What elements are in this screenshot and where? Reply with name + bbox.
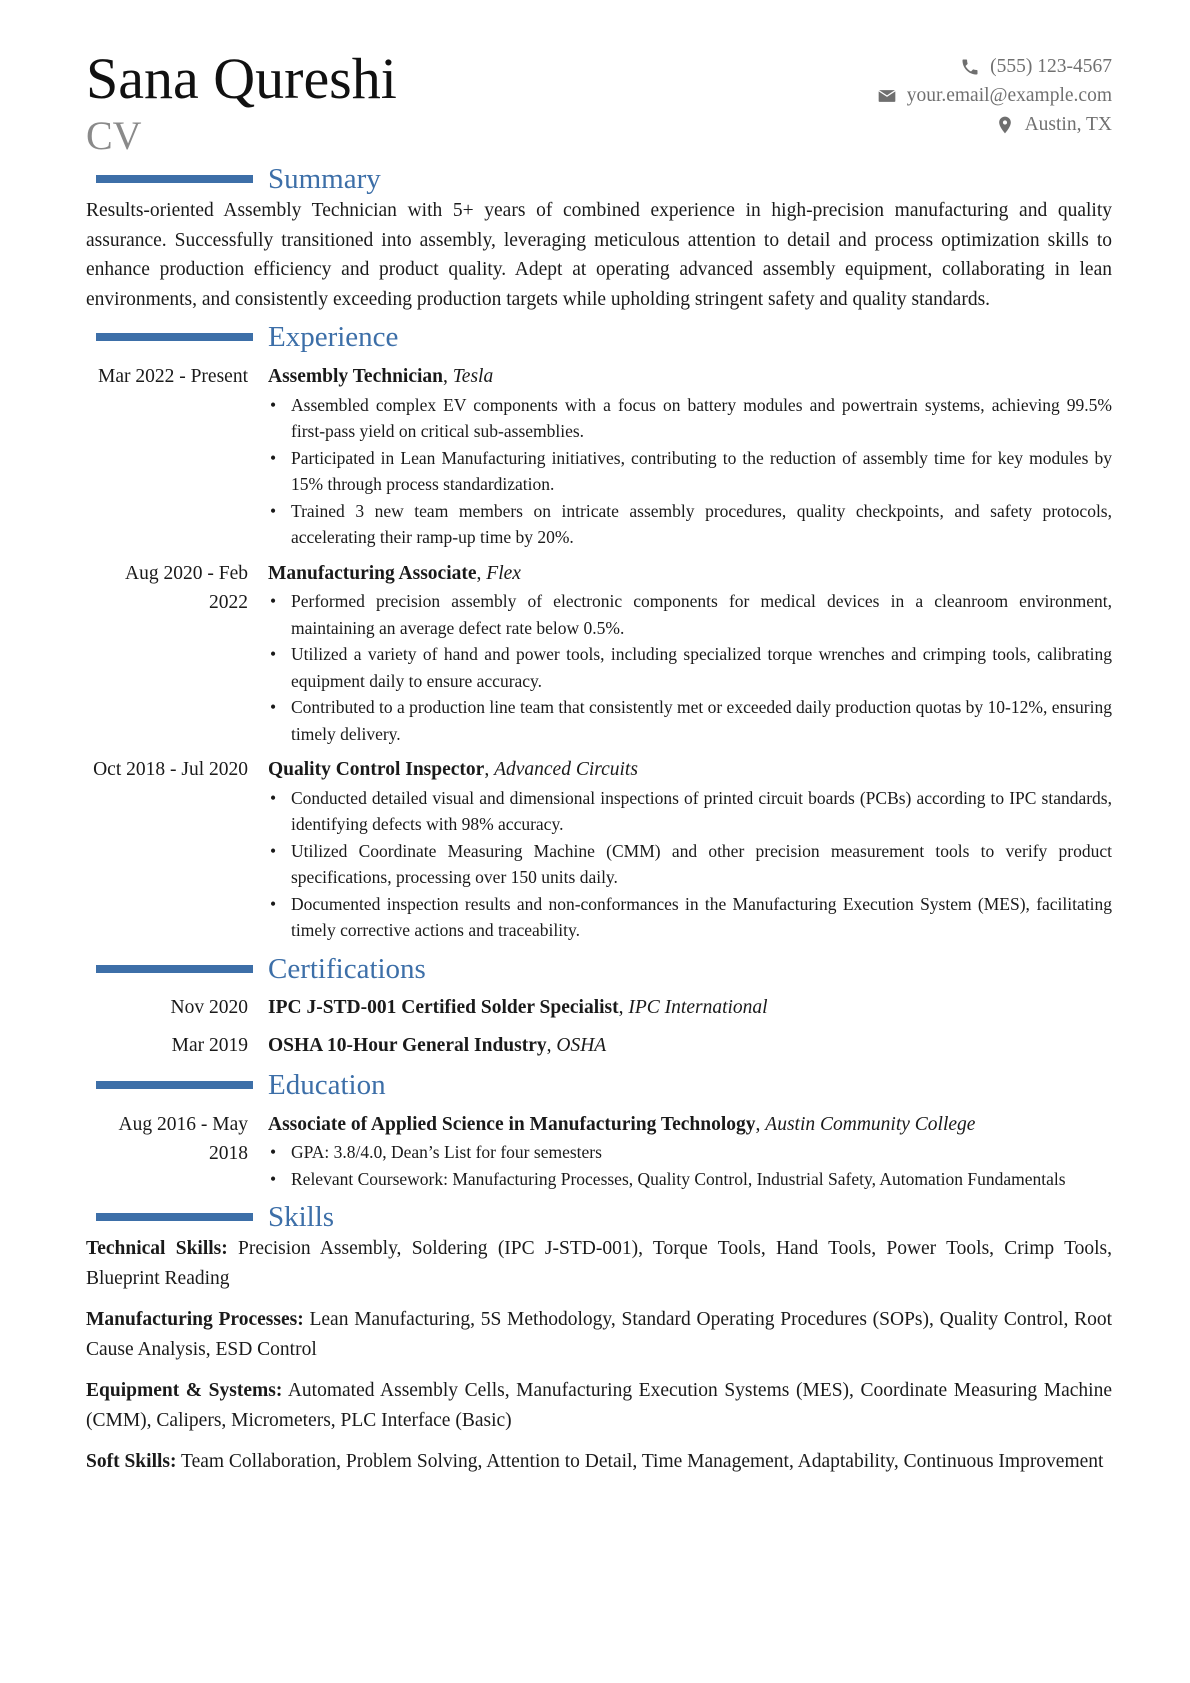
bullet-item: • GPA: 3.8/4.0, Dean’s List for four semesters [268, 1139, 1112, 1166]
cv-page [86, 40, 1112, 1489]
person-name: Sana Qureshi [86, 46, 397, 111]
entry-date: Aug 2016 - May 2018 [118, 1113, 248, 1164]
section-title: Experience [268, 321, 399, 353]
skill-group [86, 1376, 1112, 1435]
section-title: Skills [268, 1201, 335, 1233]
section-accent-bar [96, 965, 253, 973]
experience-entry [86, 559, 1112, 748]
entry-title: Manufacturing Associate [268, 562, 477, 584]
entry-organization: Tesla [452, 366, 494, 387]
entry-body [268, 755, 1112, 944]
bullet-item: • Conducted detailed visual and dimensional inspections of printed circuit boards (PCBs) according to IPC standards, identifying defects with 98% accuracy. [268, 785, 1112, 838]
certification-body [268, 992, 1112, 1024]
entry-date: Mar 2022 - Present [97, 366, 248, 387]
certification-entry [86, 1030, 1112, 1062]
education-list [86, 1110, 1112, 1193]
education-heading [86, 1068, 1112, 1102]
skill-text: Lean Manufacturing, 5S Methodology, Standard Operating Procedures (SOPs), Quality Control, Root Cause Analysis, ESD Control [86, 1309, 1113, 1360]
entry-organization: Advanced Circuits [494, 759, 638, 780]
section-accent-bar [96, 333, 253, 341]
entry-title: Quality Control Inspector [268, 759, 485, 780]
bullet-item: • Participated in Lean Manufacturing initiatives, contributing to the reduction of assembly time for key modules by 15% through process standardization. [268, 445, 1112, 498]
section-title: Education [268, 1068, 386, 1101]
skill-group [86, 1447, 1112, 1477]
experience-heading [86, 320, 1112, 354]
phone-icon [960, 57, 980, 77]
certification-body [268, 1030, 1112, 1062]
skill-text: Precision Assembly, Soldering (IPC J-STD-001), Torque Tools, Hand Tools, Power Tools, Crimp Tools, Blueprint Reading [86, 1238, 1112, 1289]
entry-body [268, 1110, 1112, 1193]
certification-heading: OSHA 10-Hour General Industry, OSHA [268, 1034, 607, 1056]
skill-label: Manufacturing Processes: [86, 1309, 304, 1330]
experience-entry [86, 755, 1112, 944]
contact-email [877, 81, 1112, 110]
entry-date: Aug 2020 - Feb 2022 [125, 562, 248, 613]
section-accent-bar [96, 1213, 253, 1221]
bullet-item: • Assembled complex EV components with a focus on battery modules and powertrain systems, achieving 99.5% first-pass yield on critical sub-assemblies. [268, 392, 1112, 445]
certification-entry [86, 992, 1112, 1024]
skill-group [86, 1234, 1112, 1293]
entry-body [268, 362, 1112, 551]
envelope-icon [877, 86, 897, 106]
section-accent-bar [96, 175, 253, 183]
entry-heading: Associate of Applied Science in Manufacturing Technology, Austin Community College [268, 1113, 976, 1135]
certification-date: Nov 2020 [170, 996, 248, 1018]
certification-issuer: OSHA [556, 1034, 607, 1056]
bullet-item: • Performed precision assembly of electronic components for medical devices in a cleanroom environment, maintaining an average defect rate below 0.5%. [268, 588, 1112, 641]
certifications-heading [86, 952, 1112, 986]
skill-label: Technical Skills: [86, 1238, 228, 1259]
bullet-list [268, 588, 1112, 747]
entry-body [268, 559, 1112, 748]
contact-phone [877, 52, 1112, 81]
skill-label: Equipment & Systems: [86, 1380, 283, 1401]
skills-list [86, 1234, 1112, 1477]
email-address[interactable]: your.email@example.com [906, 85, 1112, 106]
entry-title: Associate of Applied Science in Manufacturing Technology [268, 1113, 756, 1135]
education-entry [86, 1110, 1112, 1193]
certification-title: IPC J-STD-001 Certified Solder Specialist [268, 996, 619, 1018]
bullet-list [268, 1139, 1112, 1192]
bullet-list [268, 392, 1112, 551]
entry-organization: Flex [486, 562, 521, 584]
certification-issuer: IPC International [628, 996, 768, 1018]
summary-text: Results-oriented Assembly Technician with 5+ years of combined experience in high-precision manufacturing and quality assurance. Successfully transitioned into assembly, leveraging meticulous attention to detail and process optimization skills to enhance production efficiency and product quality. Adept at operating advanced assembly equipment, collaborating in lean environments, and consistently exceeding production targets while upholding stringent safety and quality standards. [86, 200, 1112, 310]
bullet-item: • Documented inspection results and non-conformances in the Manufacturing Execution System (MES), facilitating timely corrective actions and traceability. [268, 891, 1112, 944]
entry-heading: Manufacturing Associate, Flex [268, 562, 521, 584]
contact-location [877, 110, 1112, 139]
skill-label: Soft Skills: [86, 1451, 177, 1472]
entry-date: Oct 2018 - Jul 2020 [93, 759, 248, 780]
location-text: Austin, TX [1024, 114, 1112, 135]
contact-info [877, 52, 1112, 139]
bullet-item: • Utilized Coordinate Measuring Machine (CMM) and other precision measurement tools to verify product specifications, processing over 150 units daily. [268, 838, 1112, 891]
section-title: Certifications [268, 952, 426, 985]
section-accent-bar [96, 1081, 253, 1089]
document-subtitle: CV [86, 113, 142, 158]
section-title: Summary [268, 163, 381, 195]
cv-header [86, 40, 1112, 158]
skill-text: Automated Assembly Cells, Manufacturing Execution Systems (MES), Coordinate Measuring Machine (CMM), Calipers, Micrometers, PLC Interface (Basic) [86, 1380, 1112, 1431]
entry-organization: Austin Community College [765, 1113, 976, 1135]
experience-list [86, 362, 1112, 944]
skills-heading [86, 1200, 1112, 1234]
summary-heading [86, 162, 1112, 196]
bullet-item: • Utilized a variety of hand and power tools, including specialized torque wrenches and crimping tools, calibrating equipment daily to ensure accuracy. [268, 641, 1112, 694]
certification-title: OSHA 10-Hour General Industry [268, 1034, 547, 1056]
bullet-item: • Relevant Coursework: Manufacturing Processes, Quality Control, Industrial Safety, Automation Fundamentals [268, 1166, 1112, 1193]
map-marker-icon [995, 115, 1015, 135]
entry-title: Assembly Technician [268, 366, 443, 387]
certification-date: Mar 2019 [171, 1034, 248, 1056]
skill-group [86, 1305, 1112, 1364]
certifications-list [86, 992, 1112, 1062]
certification-heading: IPC J-STD-001 Certified Solder Specialist, IPC International [268, 996, 768, 1018]
bullet-item: • Contributed to a production line team that consistently met or exceeded daily production quotas by 10-12%, ensuring timely delivery. [268, 694, 1112, 747]
entry-heading: Assembly Technician, Tesla [268, 366, 494, 387]
bullet-list [268, 785, 1112, 944]
bullet-item: • Trained 3 new team members on intricate assembly procedures, quality checkpoints, and safety protocols, accelerating their ramp-up time by 20%. [268, 498, 1112, 551]
skill-text: Team Collaboration, Problem Solving, Attention to Detail, Time Management, Adaptability, Continuous Improvement [181, 1451, 1104, 1472]
entry-heading: Quality Control Inspector, Advanced Circuits [268, 759, 638, 780]
phone-number: (555) 123-4567 [990, 56, 1112, 77]
experience-entry [86, 362, 1112, 551]
